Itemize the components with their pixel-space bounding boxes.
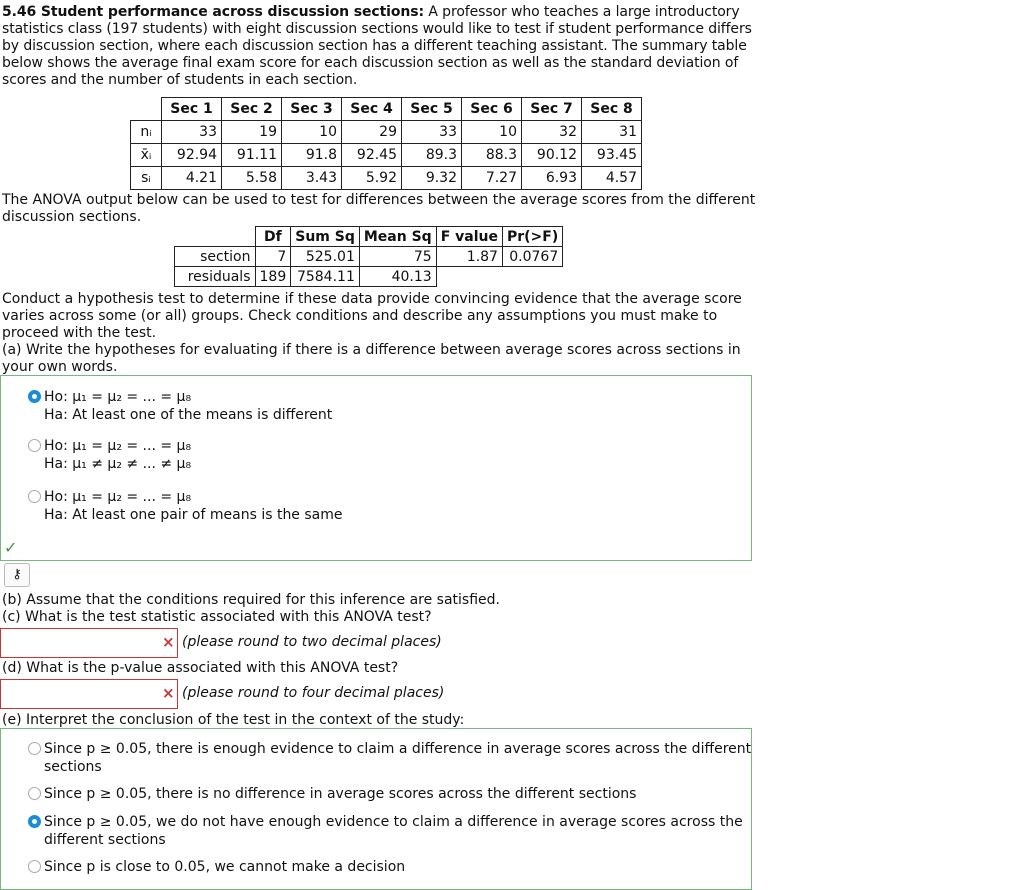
table-cell: 4.57 — [582, 167, 642, 190]
radio-icon[interactable] — [28, 439, 41, 452]
summary-col-header: Sec 3 — [282, 98, 342, 121]
option-line: different sections — [44, 832, 166, 848]
anova-col-header: F value — [436, 227, 502, 247]
table-cell: 4.21 — [162, 167, 222, 190]
radio-icon[interactable] — [28, 490, 41, 503]
table-cell: 7.27 — [462, 167, 522, 190]
table-cell: 9.32 — [402, 167, 462, 190]
p-value-input[interactable] — [0, 679, 178, 709]
option-line: Since p ≥ 0.05, we do not have enough evidence to claim a difference in average scores across the — [44, 814, 743, 830]
correct-check-icon: ✓ — [4, 538, 18, 557]
table-cell: 91.11 — [222, 144, 282, 167]
anova-col-header: Pr(>F) — [502, 227, 562, 247]
rounding-hint: (please round to two decimal places) — [182, 634, 442, 650]
conduct-text: Conduct a hypothesis test to determine if these data provide convincing evidence that the average score varies across some (or all) groups. Check conditions and describe any assumptions you must make to proceed with the test. — [2, 291, 742, 341]
anova-col-header: Df — [255, 227, 291, 247]
table-cell: 93.45 — [582, 144, 642, 167]
table-cell: 89.3 — [402, 144, 462, 167]
qe-option-3[interactable] — [28, 813, 743, 849]
radio-icon[interactable] — [28, 860, 41, 873]
summary-col-header: Sec 4 — [342, 98, 402, 121]
incorrect-x-icon: × — [162, 633, 175, 651]
anova-header-row — [175, 227, 563, 247]
table-cell: 10 — [462, 121, 522, 144]
option-line: sections — [44, 759, 102, 775]
qe-option-1[interactable] — [28, 740, 751, 776]
table-cell: 3.43 — [282, 167, 342, 190]
question-e-prompt: (e) Interpret the conclusion of the test in the context of the study: — [2, 712, 465, 728]
table-cell: 5.58 — [222, 167, 282, 190]
option-line: Ha: μ₁ ≠ μ₂ ≠ ... ≠ μ₈ — [44, 456, 192, 472]
key-icon[interactable]: ⚷ — [4, 563, 30, 587]
problem-intro — [2, 4, 762, 89]
problem-text: A professor who teaches a large introductory statistics class (197 students) with eight discussion sections would like to test if student performance differs by discussion section, where each discussion section has a different teaching assistant. The summary table below shows the average final exam score for each discussion section as well as the standard deviation of scores and the number of students in each section. — [2, 4, 752, 88]
option-line: Since p ≥ 0.05, there is no difference in average scores across the different sections — [44, 786, 637, 802]
row-label: nᵢ — [131, 121, 162, 144]
question-d-prompt: (d) What is the p-value associated with this ANOVA test? — [2, 660, 399, 676]
option-line: Ha: At least one pair of means is the same — [44, 507, 343, 523]
table-cell: 189 — [255, 267, 291, 287]
table-cell: 0.0767 — [502, 247, 562, 267]
summary-col-header: Sec 7 — [522, 98, 582, 121]
anova-row-section — [175, 247, 563, 267]
qe-option-4[interactable] — [28, 858, 405, 876]
qa-option-3[interactable] — [28, 488, 343, 524]
table-cell: 32 — [522, 121, 582, 144]
qa-option-2[interactable] — [28, 437, 191, 473]
qe-option-2[interactable] — [28, 785, 636, 803]
anova-row-residuals — [175, 267, 563, 287]
summary-col-header: Sec 8 — [582, 98, 642, 121]
table-cell — [502, 267, 562, 287]
test-statistic-input[interactable] — [0, 628, 178, 658]
table-cell: 33 — [402, 121, 462, 144]
table-cell: 40.13 — [359, 267, 436, 287]
radio-icon[interactable] — [28, 742, 41, 755]
table-cell: 33 — [162, 121, 222, 144]
table-cell: 6.93 — [522, 167, 582, 190]
problem-number: 5.46 Student performance across discussion sections: — [2, 4, 424, 20]
table-cell: 10 — [282, 121, 342, 144]
row-label: section — [175, 247, 256, 267]
table-cell: 91.8 — [282, 144, 342, 167]
row-label: residuals — [175, 267, 256, 287]
option-line: Since p is close to 0.05, we cannot make a decision — [44, 859, 406, 875]
summary-col-header: Sec 1 — [162, 98, 222, 121]
table-cell: 5.92 — [342, 167, 402, 190]
question-c-prompt: (c) What is the test statistic associated with this ANOVA test? — [2, 609, 432, 625]
summary-table — [130, 97, 642, 190]
summary-row-n — [131, 121, 642, 144]
qa-option-1[interactable] — [28, 388, 332, 424]
rounding-hint: (please round to four decimal places) — [182, 685, 445, 701]
table-cell: 31 — [582, 121, 642, 144]
table-cell: 7584.11 — [291, 267, 360, 287]
table-cell: 29 — [342, 121, 402, 144]
anova-col-header: Mean Sq — [359, 227, 436, 247]
summary-header-row — [131, 98, 642, 121]
summary-row-sd — [131, 167, 642, 190]
table-cell: 7 — [255, 247, 291, 267]
option-line: Ho: μ₁ = μ₂ = ... = μ₈ — [44, 438, 192, 454]
table-cell: 19 — [222, 121, 282, 144]
question-b-text: (b) Assume that the conditions required for this inference are satisfied. — [2, 592, 500, 608]
anova-intro: The ANOVA output below can be used to test for differences between the average scores from the different discussion sections. — [2, 192, 756, 225]
question-a-prompt: (a) Write the hypotheses for evaluating if there is a difference between average scores across sections in your own words. — [2, 342, 741, 375]
anova-col-header: Sum Sq — [291, 227, 360, 247]
summary-col-header: Sec 2 — [222, 98, 282, 121]
table-cell: 92.45 — [342, 144, 402, 167]
option-line: Ho: μ₁ = μ₂ = ... = μ₈ — [44, 489, 192, 505]
table-cell: 90.12 — [522, 144, 582, 167]
table-cell: 75 — [359, 247, 436, 267]
radio-icon[interactable] — [28, 787, 41, 800]
option-line: Ha: At least one of the means is different — [44, 407, 333, 423]
anova-table — [174, 226, 563, 287]
table-cell — [436, 267, 502, 287]
summary-col-header: Sec 6 — [462, 98, 522, 121]
summary-col-header: Sec 5 — [402, 98, 462, 121]
summary-row-mean — [131, 144, 642, 167]
table-cell: 1.87 — [436, 247, 502, 267]
table-cell: 92.94 — [162, 144, 222, 167]
table-cell: 525.01 — [291, 247, 360, 267]
row-label: sᵢ — [131, 167, 162, 190]
radio-selected-icon[interactable] — [28, 390, 41, 403]
option-line: Since p ≥ 0.05, there is enough evidence to claim a difference in average scores across the different — [44, 741, 752, 757]
row-label: x̄ᵢ — [131, 144, 162, 167]
radio-selected-icon[interactable] — [28, 815, 41, 828]
option-line: Ho: μ₁ = μ₂ = ... = μ₈ — [44, 389, 192, 405]
table-cell: 88.3 — [462, 144, 522, 167]
incorrect-x-icon: × — [162, 684, 175, 702]
